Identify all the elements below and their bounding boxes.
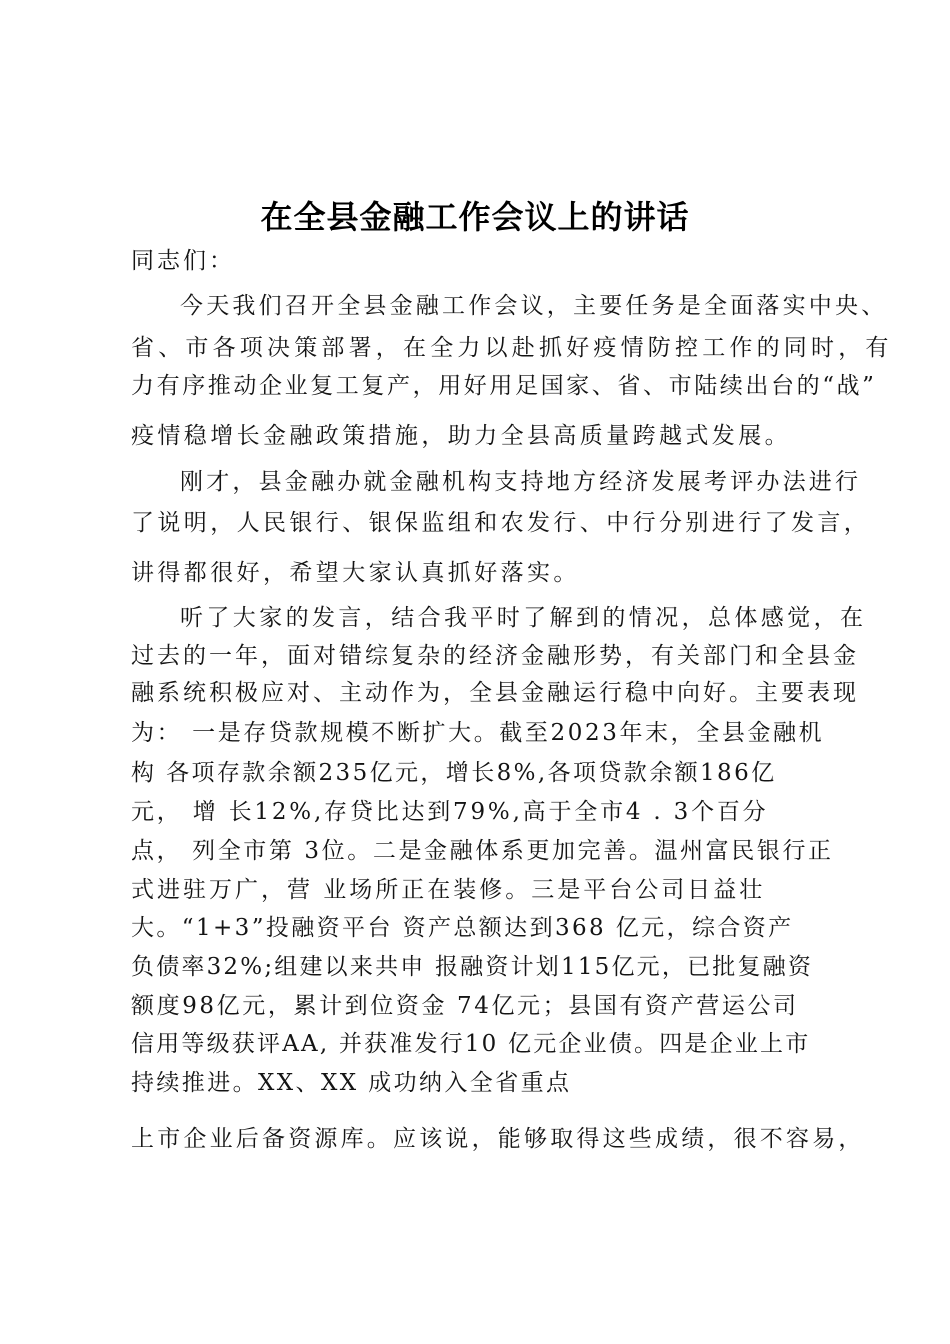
paragraph-line: 融系统积极应对、主动作为，全县金融运行稳中向好。主要表现 [131, 680, 859, 706]
paragraph-line: 构 各项存款余额235亿元，增长8%,各项贷款余额186亿 [131, 760, 777, 786]
paragraph-line: 式进驻万广，营 业场所正在装修。三是平台公司日益壮 [131, 877, 766, 903]
paragraph-line: 了说明，人民银行、银保监组和农发行、中行分别进行了发言， [131, 510, 871, 536]
paragraph-line: 信用等级获评AA, 并获准发行10 亿元企业债。四是企业上市 [131, 1031, 811, 1057]
paragraph-line: 今天我们召开全县金融工作会议，主要任务是全面落实中央、 [180, 293, 888, 319]
paragraph-line: 大。“1+3”投融资平台 资产总额达到368 亿元，综合资产 [131, 915, 794, 941]
paragraph-line: 疫情稳增长金融政策措施，助力全县高质量跨越式发展。 [131, 423, 791, 449]
paragraph-line: 为： 一是存贷款规模不断扩大。截至2023年末，全县金融机 [131, 720, 825, 746]
paragraph-line: 刚才，县金融办就金融机构支持地方经济发展考评办法进行 [180, 469, 862, 495]
document-title: 在全县金融工作会议上的讲话 [260, 198, 690, 236]
paragraph-line: 点， 列全市第 3位。二是金融体系更加完善。温州富民银行正 [131, 838, 834, 864]
paragraph-line: 过去的一年，面对错综复杂的经济金融形势，有关部门和全县金 [131, 643, 859, 669]
paragraph-line: 负债率32%;组建以来共申 报融资计划115亿元，已批复融资 [131, 954, 814, 980]
paragraph-line: 讲得都很好，希望大家认真抓好落实。 [131, 560, 580, 586]
salutation: 同志们： [131, 248, 235, 274]
paragraph-line: 力有序推动企业复工复产，用好用足国家、省、市陆续出台的“战” [131, 373, 877, 399]
paragraph-line: 听了大家的发言，结合我平时了解到的情况，总体感觉，在 [180, 605, 867, 631]
paragraph-line: 额度98亿元，累计到位资金 74亿元；县国有资产营运公司 [131, 993, 799, 1019]
paragraph-line: 省、市各项决策部署，在全力以赴抓好疫情防控工作的同时，有 [131, 335, 893, 361]
paragraph-line: 持续推进。XX、XX 成功纳入全省重点 [131, 1070, 572, 1096]
paragraph-line: 上市企业后备资源库。应该说，能够取得这些成绩，很不容易， [131, 1126, 865, 1152]
paragraph-line: 元， 增 长12%,存贷比达到79%,高于全市4 . 3个百分 [131, 799, 769, 825]
